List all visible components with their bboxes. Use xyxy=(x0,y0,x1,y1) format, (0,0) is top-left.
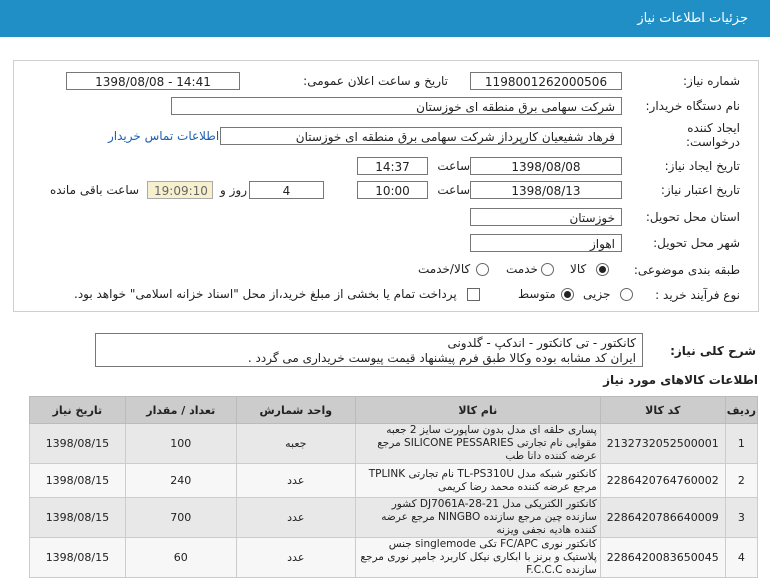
province-field: خوزستان xyxy=(470,208,622,226)
buyer-contact-link[interactable]: اطلاعات تماس خریدار xyxy=(108,129,220,143)
cell-date: 1398/08/15 xyxy=(30,424,126,464)
remaining-time-field: 19:09:10 xyxy=(147,181,213,199)
cell-name: کانکتور الکتریکی مدل DJ7061A-28-21 کشور سازنده چین مرجع سازنده NINGBO مرجع عرضه کننده هادیه نجفی ویزنه xyxy=(355,498,600,538)
table-row[interactable] xyxy=(30,464,758,498)
col-name: نام کالا xyxy=(355,397,600,424)
created-time-label: ساعت xyxy=(437,159,470,173)
treasury-payment-note: پرداخت تمام یا بخشی از مبلغ خرید،از محل "اسناد خزانه اسلامی" خواهد بود. xyxy=(74,287,457,301)
need-number-field: 1198001262000506 xyxy=(470,72,622,90)
cell-row: 3 xyxy=(725,498,757,538)
creator-label: ایجاد کننده درخواست: xyxy=(686,121,740,149)
cell-qty: 60 xyxy=(125,538,236,578)
cell-name: کانکتور نوری FC/APC تکی singlemode جنس پلاستیک و برنز با ابکاری نیکل کاربرد جامپر نوری مرجع سازنده F.C.C.C xyxy=(355,538,600,578)
cell-name: پساری حلقه ای مدل بدون ساپورت سایز 2 جعبه مقوایی نام تجارتی SILICONE PESSARIES مرجع عرضه کننده دانا طب xyxy=(355,424,600,464)
created-date-label: تاریخ ایجاد نیاز: xyxy=(664,159,740,173)
col-row: ردیف xyxy=(725,397,757,424)
treasury-payment-checkbox[interactable] xyxy=(467,288,480,301)
description-line-1: کانکتور - تی کانکتور - اندکپ - گلدونی xyxy=(447,336,636,350)
page-title: جزئیات اطلاعات نیاز xyxy=(637,11,748,26)
process-option-minor: جزیی xyxy=(583,287,611,301)
cell-qty: 700 xyxy=(125,498,236,538)
remaining-label: ساعت باقی مانده xyxy=(50,183,140,197)
cell-code: 2286420786640009 xyxy=(600,498,725,538)
category-radio-goods[interactable] xyxy=(596,263,609,276)
province-label: استان محل تحویل: xyxy=(645,210,740,224)
table-row[interactable] xyxy=(30,538,758,578)
category-radio-goods-service[interactable] xyxy=(476,263,489,276)
cell-row: 4 xyxy=(725,538,757,578)
description-field xyxy=(95,333,643,367)
items-table-header xyxy=(30,397,758,424)
page-header xyxy=(0,0,770,37)
creator-field: فرهاد شفیعیان کارپرداز شرکت سهامی برق منطقه ای خوزستان xyxy=(220,127,622,145)
cell-name: کانکتور شبکه مدل TL-PS310U نام تجارتی TPLINK مرجع عرضه کننده محمد رضا کریمی xyxy=(355,464,600,498)
announce-label: تاریخ و ساعت اعلان عمومی: xyxy=(303,74,448,88)
validity-time-label: ساعت xyxy=(437,183,470,197)
process-label: نوع فرآیند خرید : xyxy=(655,288,740,302)
process-radio-medium[interactable] xyxy=(561,288,574,301)
cell-qty: 240 xyxy=(125,464,236,498)
items-table xyxy=(29,396,758,578)
cell-row: 1 xyxy=(725,424,757,464)
buyer-org-label: نام دستگاه خریدار: xyxy=(645,99,740,113)
validity-date-label: تاریخ اعتبار نیاز: xyxy=(660,183,740,197)
cell-qty: 100 xyxy=(125,424,236,464)
description-label: شرح کلی نیاز: xyxy=(670,344,756,358)
cell-date: 1398/08/15 xyxy=(30,538,126,578)
category-option-goods: کالا xyxy=(570,262,587,276)
cell-date: 1398/08/15 xyxy=(30,498,126,538)
category-option-goods-service: کالا/خدمت xyxy=(418,262,471,276)
col-code: کد کالا xyxy=(600,397,725,424)
cell-unit: عدد xyxy=(236,498,355,538)
created-date-field: 1398/08/08 xyxy=(470,157,622,175)
buyer-org-field: شرکت سهامی برق منطقه ای خوزستان xyxy=(171,97,622,115)
col-qty: تعداد / مقدار xyxy=(125,397,236,424)
announce-field: 1398/08/08 - 14:41 xyxy=(66,72,240,90)
cell-row: 2 xyxy=(725,464,757,498)
validity-date-field: 1398/08/13 xyxy=(470,181,622,199)
category-label: طبقه بندی موضوعی: xyxy=(633,263,740,277)
items-section-title: اطلاعات کالاهای مورد نیاز xyxy=(603,373,758,387)
category-option-service: خدمت xyxy=(506,262,538,276)
table-row[interactable] xyxy=(30,424,758,464)
col-date: تاریخ نیاز xyxy=(30,397,126,424)
city-field: اهواز xyxy=(470,234,622,252)
days-label: روز و xyxy=(220,183,247,197)
process-option-medium: متوسط xyxy=(518,287,556,301)
cell-code: 2286420764760002 xyxy=(600,464,725,498)
cell-code: 2132732052500001 xyxy=(600,424,725,464)
need-number-label: شماره نیاز: xyxy=(683,74,740,88)
cell-unit: جعبه xyxy=(236,424,355,464)
description-line-2: ایران کد مشابه بوده وکالا طبق فرم پیشنهاد قیمت پیوست خریداری می گردد . xyxy=(247,351,636,365)
days-remaining-field: 4 xyxy=(249,181,324,199)
col-unit: واحد شمارش xyxy=(236,397,355,424)
cell-unit: عدد xyxy=(236,464,355,498)
cell-code: 2286420083650045 xyxy=(600,538,725,578)
created-time-field: 14:37 xyxy=(357,157,428,175)
category-radio-service[interactable] xyxy=(541,263,554,276)
city-label: شهر محل تحویل: xyxy=(653,236,740,250)
validity-time-field: 10:00 xyxy=(357,181,428,199)
process-radio-minor[interactable] xyxy=(620,288,633,301)
cell-unit: عدد xyxy=(236,538,355,578)
table-row[interactable] xyxy=(30,498,758,538)
cell-date: 1398/08/15 xyxy=(30,464,126,498)
